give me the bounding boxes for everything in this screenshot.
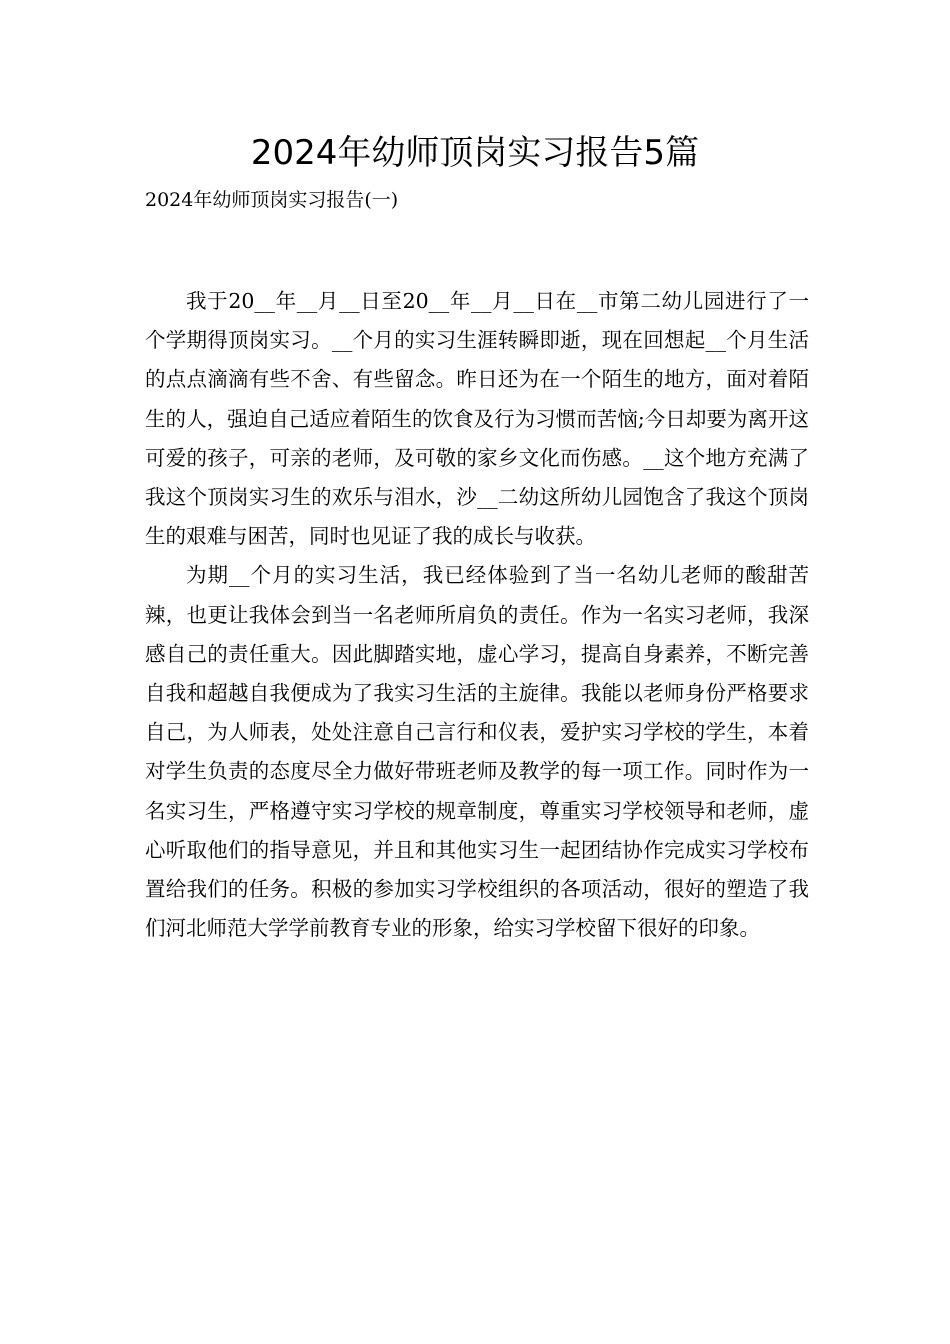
document-title: 2024年幼师顶岗实习报告5篇 <box>250 133 700 173</box>
paragraph-2: 为期__个月的实习生活，我已经体验到了当一名幼儿老师的酸甜苦辣，也更让我体会到当一名老师所肩负的责任。作为一名实习老师，我深感自己的责任重大。因此脚踏实地，虚心学习，提高自身素养，不断完善自我和超越自我便成为了我实习生活的主旋律。我能以老师身份严格要求自己，为人师表，处处注意自己言行和仪表，爱护实习学校的学生，本着对学生负责的态度尽全力做好带班老师及教学的每一项工作。同时作为一名实习生，严格遵守实习学校的规章制度，尊重实习学校领导和老师，虚心听取他们的指导意见，并且和其他实习生一起团结协作完成实习学校布置给我们的任务。积极的参加实习学校组织的各项活动，很好的塑造了我们河北师范大学学前教育专业的形象，给实习学校留下很好的印象。 <box>145 563 809 941</box>
paragraph-1: 我于20__年__月__日至20__年__月__日在__市第二幼儿园进行了一个学期得顶岗实习。__个月的实习生涯转瞬即逝，现在回想起__个月生活的点点滴滴有些不舍、有些留念。昨日还为在一个陌生的地方，面对着陌生的人，强迫自己适应着陌生的饮食及行为习惯而苦恼;今日却要为离开这可爱的孩子，可亲的老师，及可敬的家乡文化而伤感。__这个地方充满了我这个顶岗实习生的欢乐与泪水，沙__二幼这所幼儿园饱含了我这个顶岗生的艰难与困苦，同时也见证了我的成长与收获。 <box>145 289 809 549</box>
section-subtitle: 2024年幼师顶岗实习报告(一) <box>145 189 399 211</box>
document-body <box>145 282 809 948</box>
